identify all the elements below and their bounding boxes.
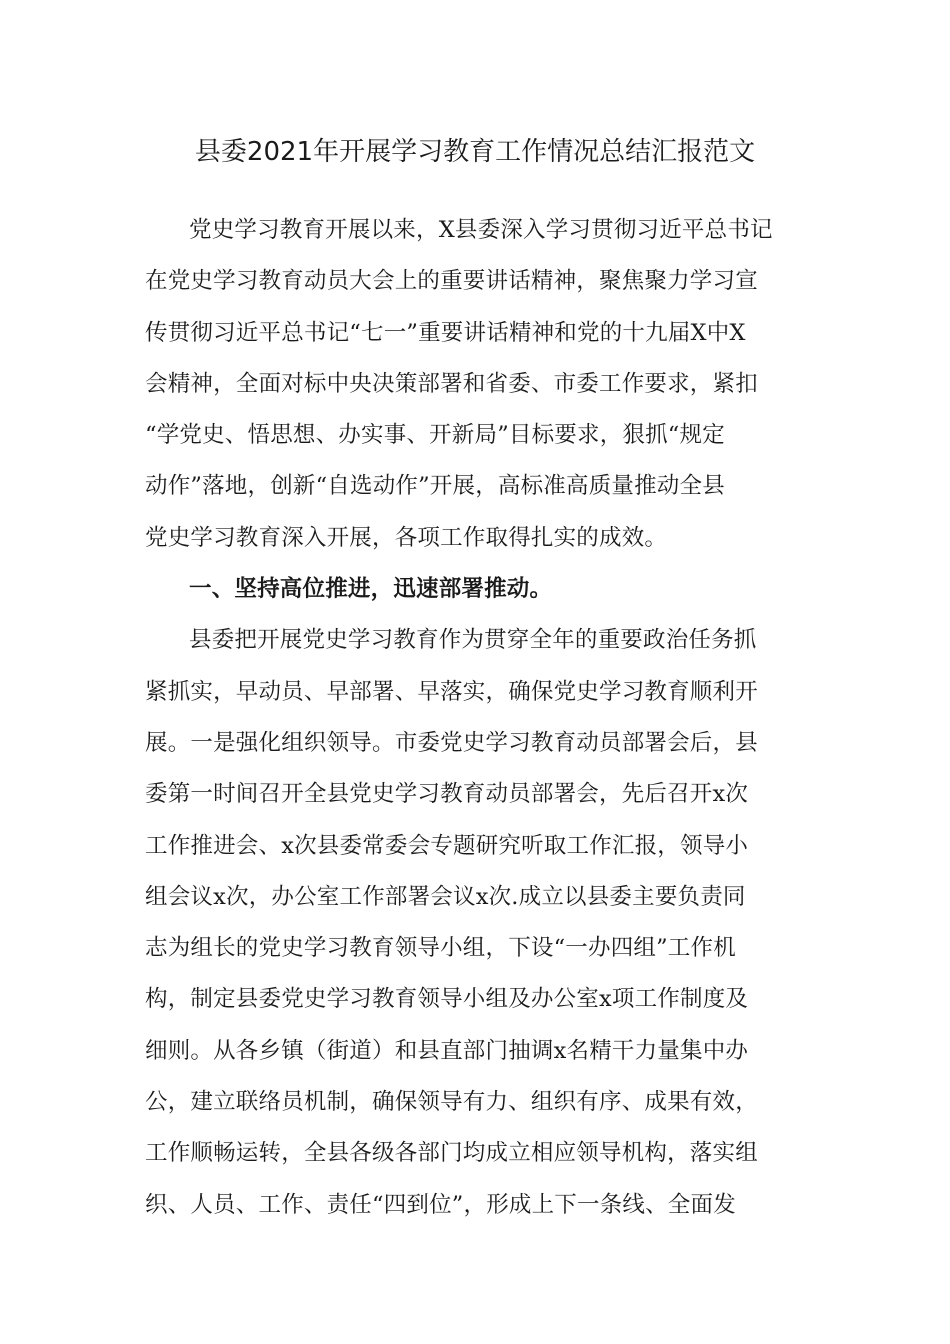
section-heading: 一、坚持高位推进，迅速部署推动。 <box>189 576 553 603</box>
paragraph-line: 志为组长的党史学习教育领导小组，下设“一办四组”工作机 <box>145 935 736 962</box>
paragraph-line: 工作顺畅运转，全县各级各部门均成立相应领导机构，落实组 <box>145 1140 758 1167</box>
paragraph-line: 工作推进会、x次县委常委会专题研究听取工作汇报，领导小 <box>145 832 749 859</box>
paragraph-line: 党史学习教育深入开展，各项工作取得扎实的成效。 <box>145 524 668 551</box>
paragraph-line: 传贯彻习近平总书记“七一”重要讲话精神和党的十九届X中X <box>145 319 746 346</box>
document-body <box>145 205 805 1231</box>
paragraph-line: 县委把开展党史学习教育作为贯穿全年的重要政治任务抓 <box>189 627 757 654</box>
paragraph-line: 会精神，全面对标中央决策部署和省委、市委工作要求，紧扣 <box>145 370 758 397</box>
paragraph-line: 紧抓实，早动员、早部署、早落实，确保党史学习教育顺利开 <box>145 678 758 705</box>
paragraph-line: 公，建立联络员机制，确保领导有力、组织有序、成果有效， <box>145 1089 758 1116</box>
document-title: 县委2021年开展学习教育工作情况总结汇报范文 <box>194 137 756 167</box>
paragraph-line: 细则。从各乡镇（街道）和县直部门抽调x名精干力量集中办 <box>145 1037 749 1064</box>
paragraph-line: 组会议x次，办公室工作部署会议x次.成立以县委主要负责同 <box>145 883 746 910</box>
paragraph-line: 织、人员、工作、责任“四到位”，形成上下一条线、全面发 <box>145 1191 736 1218</box>
paragraph-line: 委第一时间召开全县党史学习教育动员部署会，先后召开x次 <box>145 781 749 808</box>
paragraph-line: 在党史学习教育动员大会上的重要讲话精神，聚焦聚力学习宣 <box>145 268 758 295</box>
paragraph-line: 展。一是强化组织领导。市委党史学习教育动员部署会后，县 <box>145 729 758 756</box>
paragraph-line: 动作”落地，创新“自选动作”开展，高标准高质量推动全县 <box>145 473 725 500</box>
paragraph-line: 党史学习教育开展以来，X县委深入学习贯彻习近平总书记 <box>189 217 773 243</box>
paragraph-line: 构，制定县委党史学习教育领导小组及办公室x项工作制度及 <box>145 986 749 1013</box>
paragraph-line: “学党史、悟思想、办实事、开新局”目标要求，狠抓“规定 <box>145 422 725 449</box>
